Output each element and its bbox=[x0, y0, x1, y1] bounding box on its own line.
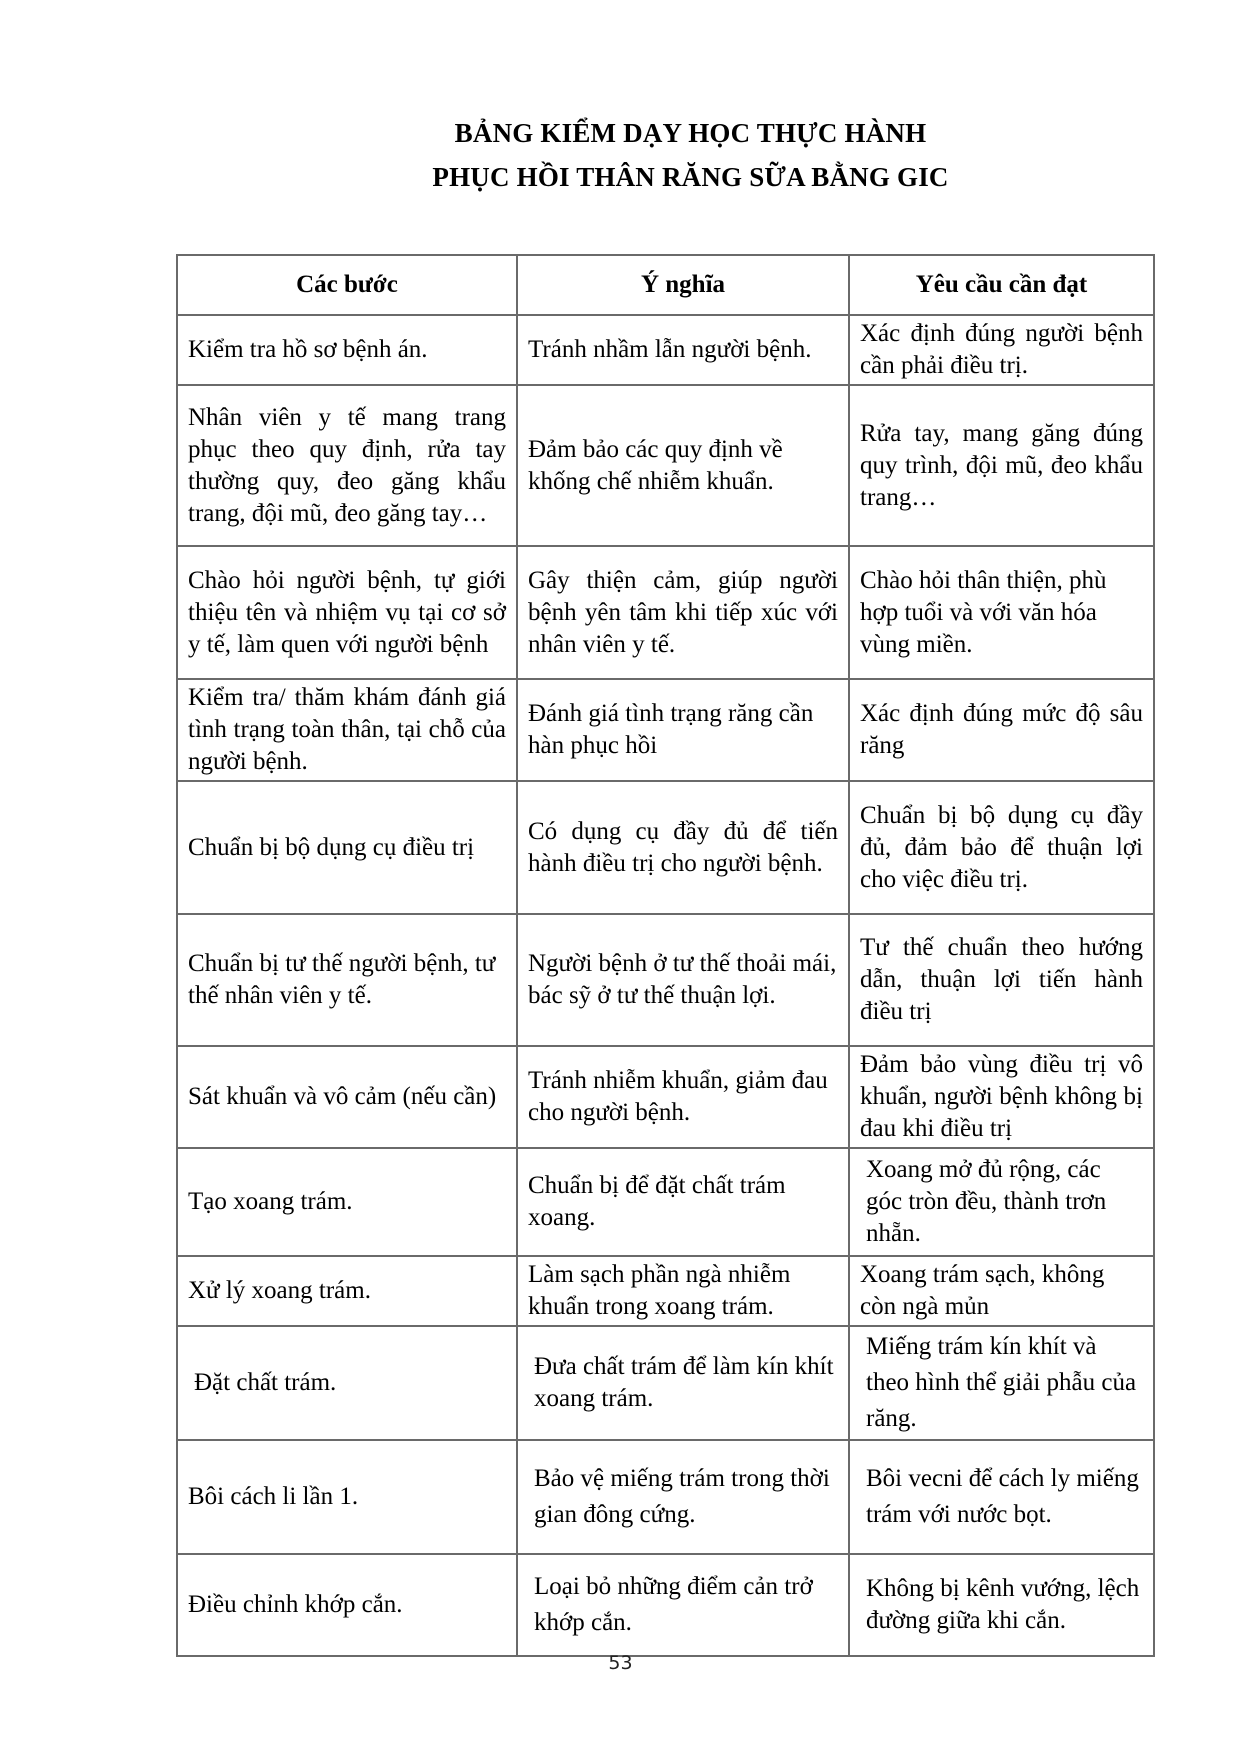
meaning-cell: Chuẩn bị để đặt chất trám xoang. bbox=[517, 1148, 849, 1256]
step-cell: Tạo xoang trám. bbox=[177, 1148, 517, 1256]
table-row bbox=[177, 781, 1154, 914]
meaning-cell: Bảo vệ miếng trám trong thời gian đông cứng. bbox=[517, 1440, 849, 1554]
requirement-cell: Miếng trám kín khít và theo hình thể giải phẫu của răng. bbox=[849, 1326, 1154, 1440]
requirement-cell: Chuẩn bị bộ dụng cụ đầy đủ, đảm bảo để thuận lợi cho việc điều trị. bbox=[849, 781, 1154, 914]
table-row bbox=[177, 1554, 1154, 1656]
step-cell: Kiểm tra/ thăm khám đánh giá tình trạng toàn thân, tại chỗ của người bệnh. bbox=[177, 679, 517, 781]
table-row bbox=[177, 315, 1154, 385]
step-cell: Kiểm tra hồ sơ bệnh án. bbox=[177, 315, 517, 385]
table-row bbox=[177, 679, 1154, 781]
requirement-cell: Không bị kênh vướng, lệch đường giữa khi cắn. bbox=[849, 1554, 1154, 1656]
table-row bbox=[177, 1148, 1154, 1256]
table-header-row bbox=[177, 255, 1154, 315]
page-number: 53 bbox=[608, 1652, 633, 1674]
meaning-cell: Làm sạch phần ngà nhiễm khuẩn trong xoang trám. bbox=[517, 1256, 849, 1326]
table-row bbox=[177, 1046, 1154, 1148]
meaning-cell: Tránh nhầm lẫn người bệnh. bbox=[517, 315, 849, 385]
step-cell: Bôi cách li lần 1. bbox=[177, 1440, 517, 1554]
meaning-cell: Loại bỏ những điểm cản trở khớp cắn. bbox=[517, 1554, 849, 1656]
requirement-cell: Xác định đúng người bệnh cần phải điều trị. bbox=[849, 315, 1154, 385]
meaning-cell: Có dụng cụ đầy đủ để tiến hành điều trị cho người bệnh. bbox=[517, 781, 849, 914]
step-cell: Xử lý xoang trám. bbox=[177, 1256, 517, 1326]
requirement-cell: Xác định đúng mức độ sâu răng bbox=[849, 679, 1154, 781]
requirement-cell: Bôi vecni để cách ly miếng trám với nước bọt. bbox=[849, 1440, 1154, 1554]
requirement-cell: Tư thế chuẩn theo hướng dẫn, thuận lợi tiến hành điều trị bbox=[849, 914, 1154, 1046]
requirement-cell: Rửa tay, mang găng đúng quy trình, đội mũ, đeo khẩu trang… bbox=[849, 385, 1154, 546]
step-cell: Chào hỏi người bệnh, tự giới thiệu tên và nhiệm vụ tại cơ sở y tế, làm quen với người bệnh bbox=[177, 546, 517, 679]
table-row bbox=[177, 1256, 1154, 1326]
meaning-cell: Người bệnh ở tư thế thoải mái, bác sỹ ở tư thế thuận lợi. bbox=[517, 914, 849, 1046]
document-title-line-1: BẢNG KIỂM DẠY HỌC THỰC HÀNH bbox=[454, 118, 927, 148]
step-cell: Sát khuẩn và vô cảm (nếu cần) bbox=[177, 1046, 517, 1148]
table-row bbox=[177, 914, 1154, 1046]
meaning-cell: Gây thiện cảm, giúp người bệnh yên tâm khi tiếp xúc với nhân viên y tế. bbox=[517, 546, 849, 679]
table-row bbox=[177, 385, 1154, 546]
meaning-cell: Tránh nhiễm khuẩn, giảm đau cho người bệnh. bbox=[517, 1046, 849, 1148]
meaning-cell: Đảm bảo các quy định về khống chế nhiễm khuẩn. bbox=[517, 385, 849, 546]
requirement-cell: Xoang mở đủ rộng, các góc tròn đều, thành trơn nhẵn. bbox=[849, 1148, 1154, 1256]
requirement-cell: Xoang trám sạch, không còn ngà mủn bbox=[849, 1256, 1154, 1326]
header-requirement: Yêu cầu cần đạt bbox=[849, 255, 1154, 315]
step-cell: Chuẩn bị tư thế người bệnh, tư thế nhân viên y tế. bbox=[177, 914, 517, 1046]
header-meaning: Ý nghĩa bbox=[517, 255, 849, 315]
table-row bbox=[177, 546, 1154, 679]
checklist-table bbox=[176, 254, 1155, 1657]
requirement-cell: Chào hỏi thân thiện, phù hợp tuổi và với văn hóa vùng miền. bbox=[849, 546, 1154, 679]
step-cell: Đặt chất trám. bbox=[177, 1326, 517, 1440]
table-row bbox=[177, 1326, 1154, 1440]
meaning-cell: Đánh giá tình trạng răng cần hàn phục hồi bbox=[517, 679, 849, 781]
step-cell: Nhân viên y tế mang trang phục theo quy định, rửa tay thường quy, đeo găng khẩu trang, đội mũ, đeo găng tay… bbox=[177, 385, 517, 546]
step-cell: Điều chỉnh khớp cắn. bbox=[177, 1554, 517, 1656]
requirement-cell: Đảm bảo vùng điều trị vô khuẩn, người bệnh không bị đau khi điều trị bbox=[849, 1046, 1154, 1148]
meaning-cell: Đưa chất trám để làm kín khít xoang trám. bbox=[517, 1326, 849, 1440]
table-row bbox=[177, 1440, 1154, 1554]
document-title-line-2: PHỤC HỒI THÂN RĂNG SỮA BẰNG GIC bbox=[432, 162, 949, 192]
header-steps: Các bước bbox=[177, 255, 517, 315]
step-cell: Chuẩn bị bộ dụng cụ điều trị bbox=[177, 781, 517, 914]
